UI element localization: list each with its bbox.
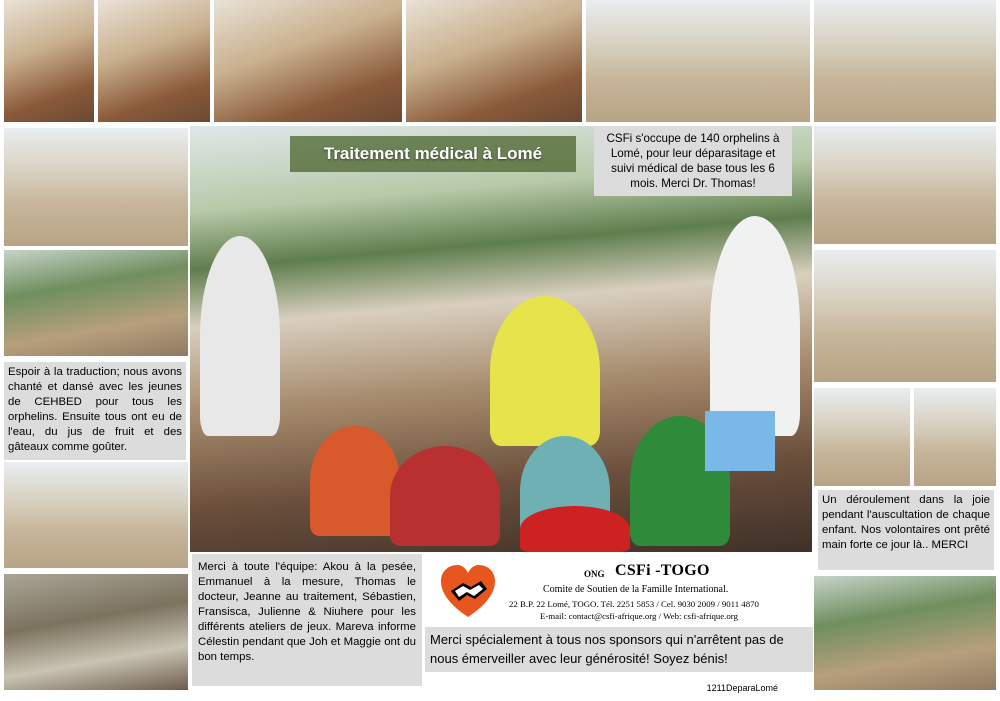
team-caption: [192, 554, 422, 686]
espoir-caption-text: Espoir à la traduction; nous avons chanté et dansé avec les jeunes de CEHBED pour tous les orphelins. Ensuite tous ont eu de l'eau, du jus de fruit et des gâteaux comme goûter.: [8, 366, 182, 453]
photo-children-seated: [4, 462, 188, 568]
photo-child-small-1: [814, 388, 910, 486]
figure-shape: [520, 506, 630, 552]
intro-caption-text: CSFi s'occupe de 140 orphelins à Lomé, pour leur déparasitage et suivi médical de base tous les 6 mois. Merci Dr. Thomas!: [606, 132, 780, 190]
org-full-name: Comite de Soutien de la Famille International.: [543, 584, 729, 595]
figure-shape: [710, 216, 800, 436]
sponsor-thanks: [425, 627, 813, 672]
photo-child-small-2: [914, 388, 996, 486]
document-code: 1211DeparaLomé: [706, 683, 778, 693]
photo-child-measured: [98, 0, 210, 122]
photo-children-running: [814, 126, 996, 244]
handshake-heart-icon: [437, 561, 499, 623]
figure-shape: [310, 426, 400, 536]
team-caption-text: Merci à toute l'équipe: Akou à la pesée, Emmanuel à la mesure, Thomas le docteur, Jeanne au traitement, Sébastien, Fransisca, Julienne & Niuhere pour les différents ateliers de jeux. Mareva informe Célestin pendant que Joh et Maggie ont du bon temps.: [198, 561, 416, 663]
org-address: 22 B.P. 22 Lomé, TOGO. Tél. 2251 5853 / Cel. 9030 2009 / 9011 4870: [509, 599, 759, 609]
photo-group-playing: [4, 128, 188, 246]
photo-eye-check: [406, 0, 582, 122]
deroulement-caption: [818, 490, 994, 570]
photo-child-weighing: [4, 0, 94, 122]
figure-shape: [200, 236, 280, 436]
photo-group-line: [814, 0, 996, 122]
sponsor-thanks-text: Merci spécialement à tous nos sponsors qui n'arrêtent pas de nous émerveiller avec leur générosité! Soyez bénis!: [430, 632, 784, 666]
photo-children-courtyard: [586, 0, 810, 122]
page-title: Traitement médical à Lomé: [290, 136, 576, 172]
org-info-box: [425, 558, 813, 626]
photo-game-courtyard: [814, 250, 996, 382]
photo-volunteers-talking: [4, 574, 188, 690]
org-ong-label: ONG: [584, 569, 605, 579]
org-email-web: E-mail: contact@csfi-afrique.org / Web: csfi-afrique.org: [540, 611, 738, 621]
water-box: [705, 411, 775, 471]
deroulement-caption-text: Un déroulement dans la joie pendant l'auscultation de chaque enfant. Nos volontaires ont prêté main forte ce jour là.. MERCI: [822, 494, 990, 551]
espoir-caption: [4, 362, 186, 460]
figure-shape: [490, 296, 600, 446]
photo-doctor-exam: [214, 0, 402, 122]
figure-shape: [390, 446, 500, 546]
intro-caption: [594, 126, 792, 196]
photo-volunteers-seated: [814, 576, 996, 690]
photo-dancing-circle: [4, 250, 188, 356]
org-name: CSFi -TOGO: [615, 562, 710, 579]
